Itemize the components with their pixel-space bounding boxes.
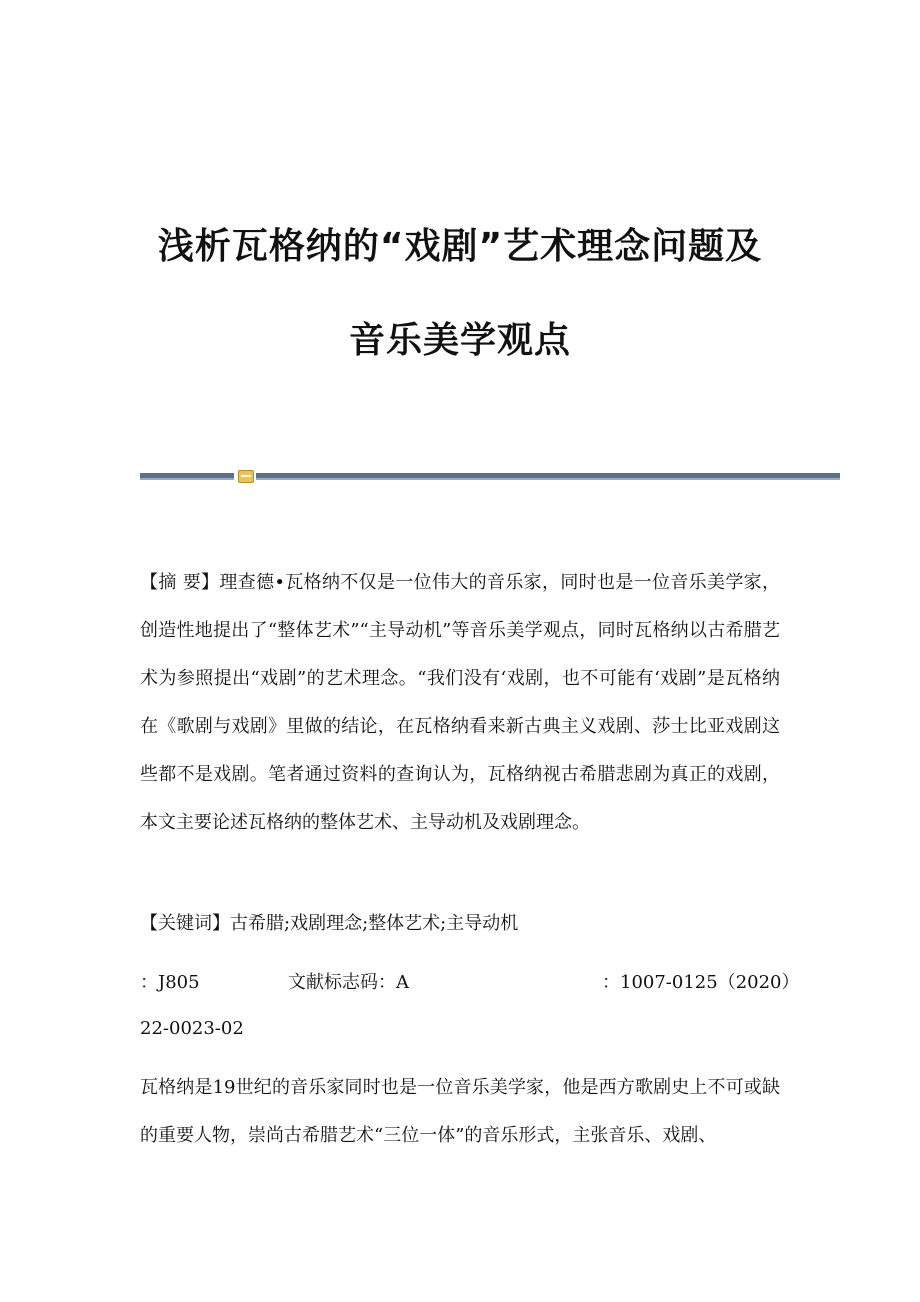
divider-left-bar bbox=[140, 473, 234, 478]
divider-right-bar bbox=[256, 473, 840, 478]
article-issue-number: 22-0023-02 bbox=[140, 1018, 244, 1039]
keywords-label: 【关键词】 bbox=[140, 913, 230, 934]
classification-code: ：J805 bbox=[140, 972, 200, 993]
divider-emblem-icon bbox=[238, 470, 254, 483]
document-title-line-1: 浅析瓦格纳的“戏剧”艺术理念问题及 bbox=[157, 226, 763, 267]
article-metadata bbox=[140, 959, 800, 1007]
keywords-text: 古希腊;戏剧理念;整体艺术;主导动机 bbox=[230, 913, 519, 934]
body-paragraph: 瓦格纳是19世纪的音乐家同时也是一位音乐美学家，他是西方歌剧史上不可或缺的重要人物，崇尚古希腊艺术“三位一体”的音乐形式，主张音乐、戏剧、 bbox=[140, 1077, 780, 1146]
document-code: 文献标志码：A bbox=[288, 972, 409, 993]
abstract-label: 【摘 要】 bbox=[140, 572, 220, 593]
keywords-line bbox=[140, 900, 780, 948]
title-divider bbox=[140, 470, 840, 480]
document-title-line-2: 音乐美学观点 bbox=[348, 320, 571, 361]
issn-number: ：1007-0125（2020） bbox=[602, 972, 800, 993]
abstract-paragraph bbox=[140, 559, 780, 847]
abstract-text: 理查德•瓦格纳不仅是一位伟大的音乐家，同时也是一位音乐美学家，创造性地提出了“整体艺术”“主导动机”等音乐美学观点，同时瓦格纳以古希腊艺术为参照提出“戏剧”的艺术理念。“我们没有‘戏剧，也不可能有‘戏剧”是瓦格纳在《歌剧与戏剧》里做的结论，在瓦格纳看来新古典主义戏剧、莎士比亚戏剧这些都不是戏剧。笔者通过资料的查询认为，瓦格纳视古希腊悲剧为真正的戏剧，本文主要论述瓦格纳的整体艺术、主导动机及戏剧理念。 bbox=[140, 572, 780, 833]
